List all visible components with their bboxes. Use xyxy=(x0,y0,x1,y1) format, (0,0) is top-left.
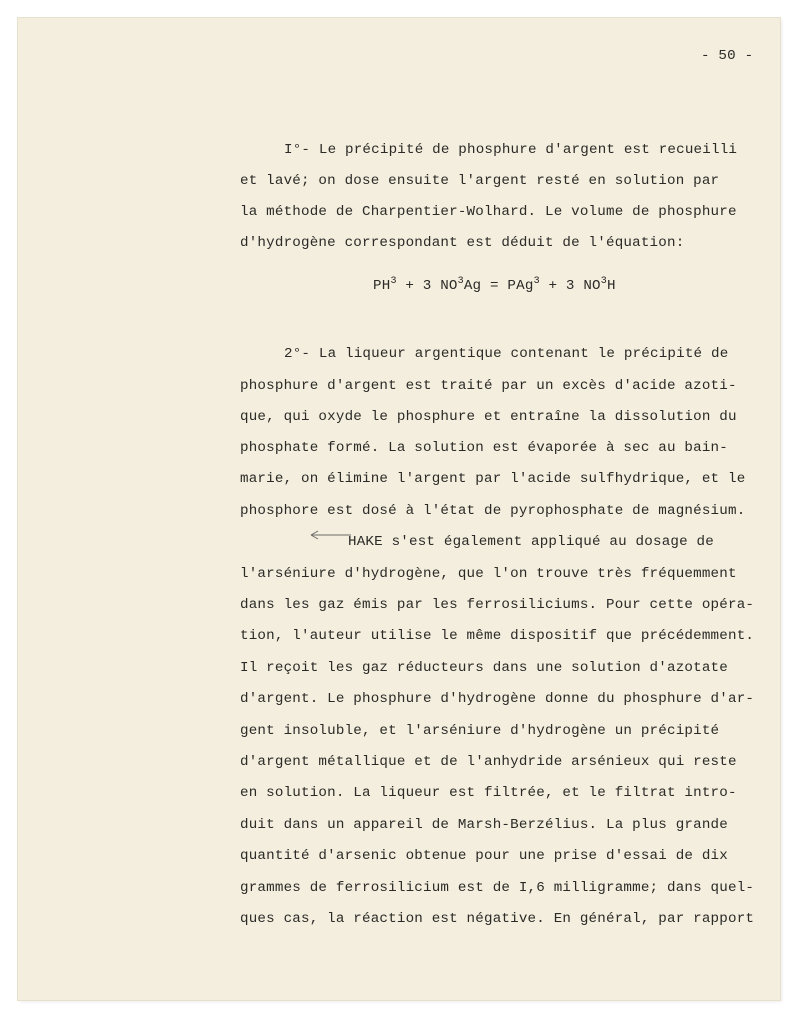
text-line: phosphate formé. La solution est évaporée à sec au bain- xyxy=(240,440,728,456)
text-line: d'argent. Le phosphure d'hydrogène donne du phosphure d'ar- xyxy=(240,691,755,707)
text-line: quantité d'arsenic obtenue pour une prise d'essai de dix xyxy=(240,848,728,864)
text-line: en solution. La liqueur est filtrée, et le filtrat intro- xyxy=(240,785,737,801)
typed-page xyxy=(18,18,780,1000)
equation-superscript: 3 xyxy=(390,276,397,287)
text-line: la méthode de Charpentier-Wolhard. Le volume de phosphure xyxy=(240,204,737,220)
text-line: que, qui oxyde le phosphure et entraîne la dissolution du xyxy=(240,409,737,425)
text-line: marie, on élimine l'argent par l'acide sulfhydrique, et le xyxy=(240,471,746,487)
text-line: I°- Le précipité de phosphure d'argent est recueilli xyxy=(284,142,738,158)
text-line: 2°- La liqueur argentique contenant le précipité de xyxy=(284,346,729,362)
text-line: d'argent métallique et de l'anhydride arsénieux qui reste xyxy=(240,754,737,770)
text-line: ques cas, la réaction est négative. En général, par rapport xyxy=(240,911,755,927)
page-number: - 50 - xyxy=(701,48,754,64)
margin-arrow-icon xyxy=(308,528,352,542)
equation-part: + 3 NO xyxy=(396,278,458,294)
text-line: duit dans un appareil de Marsh-Berzélius. La plus grande xyxy=(240,817,728,833)
equation-part: Ag = PAg xyxy=(463,278,534,294)
text-line: d'hydrogène correspondant est déduit de l'équation: xyxy=(240,235,685,251)
equation-superscript: 3 xyxy=(457,276,464,287)
text-line: phosphore est dosé à l'état de pyrophosphate de magnésium. xyxy=(240,503,746,519)
equation xyxy=(373,276,616,294)
text-line: HAKE s'est également appliqué au dosage de xyxy=(348,534,714,550)
text-line: Il reçoit les gaz réducteurs dans une solution d'azotate xyxy=(240,660,728,676)
text-line: et lavé; on dose ensuite l'argent resté en solution par xyxy=(240,173,720,189)
text-line: gent insoluble, et l'arséniure d'hydrogène un précipité xyxy=(240,723,720,739)
text-line: l'arséniure d'hydrogène, que l'on trouve très fréquemment xyxy=(240,566,737,582)
equation-part: + 3 NO xyxy=(539,278,601,294)
equation-part: PH xyxy=(373,278,391,294)
text-line: grammes de ferrosilicium est de I,6 milligramme; dans quel- xyxy=(240,880,755,896)
equation-superscript: 3 xyxy=(533,276,540,287)
text-line: dans les gaz émis par les ferrosiliciums. Pour cette opéra- xyxy=(240,597,755,613)
equation-part: H xyxy=(606,278,616,294)
text-line: phosphure d'argent est traité par un excès d'acide azoti- xyxy=(240,378,737,394)
text-line: tion, l'auteur utilise le même dispositif que précédemment. xyxy=(240,628,755,644)
equation-superscript: 3 xyxy=(600,276,607,287)
